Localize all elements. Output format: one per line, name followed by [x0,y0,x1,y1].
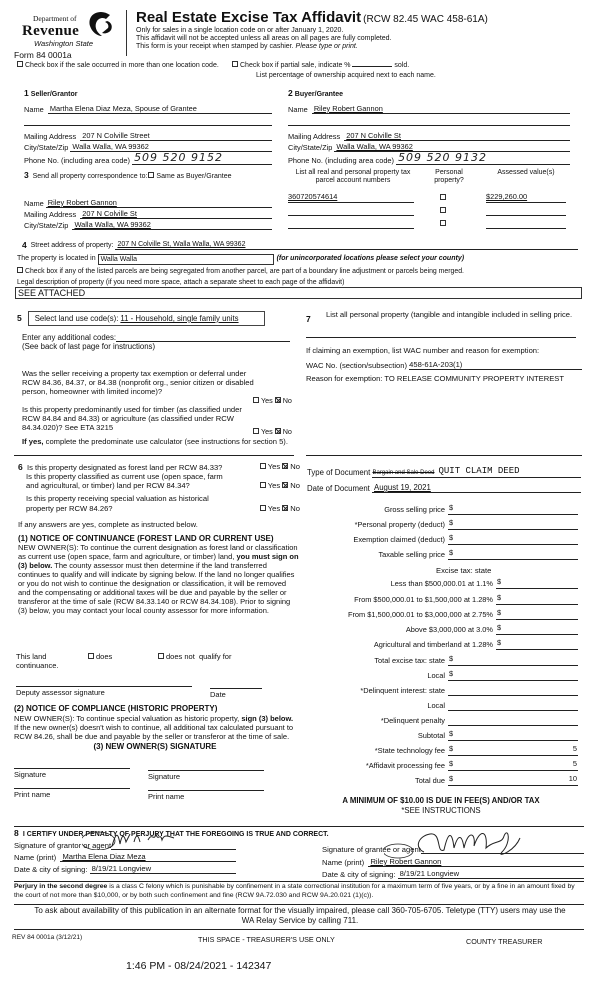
exemption-reason[interactable]: Reason for exemption: TO RELEASE COMMUNITY PROPERTY INTEREST [306,374,565,384]
document-type-field[interactable]: Bargain and Sale Deed QUIT CLAIM DEED [372,466,581,478]
rate-1-1-field[interactable]: $ [496,578,578,589]
treasurer-use-label: THIS SPACE - TREASURER'S USE ONLY [198,935,335,944]
fee-row: Above $3,000,000 at 3.0% $ [300,620,582,635]
exemption-claimed-field[interactable]: $ [448,534,578,545]
section5-divider [14,455,294,456]
delinquent-interest-state-field[interactable] [448,684,578,696]
agency-line2: Revenue [22,23,80,39]
current-use-no-checkbox[interactable] [282,482,288,488]
wac-number-field[interactable]: 458-61A-203(1) [409,360,582,370]
does-not-qualify-checkbox[interactable] [158,653,164,659]
grantee-date-field[interactable]: 8/19/21 Longview [398,869,584,879]
correspondence-city-field[interactable]: Walla Walla, WA 99362 [72,221,272,231]
property-location-row: The property is located in Walla Walla (for unincorporated locations please select your county) [17,255,465,263]
exemption-question: Was the seller receiving a property tax exemption or deferral under RCW 84.36, 84.37, or 84.38 (nonprofit org., senior citizen or disabled person, homeowner with limited income)? [22,369,254,397]
grantor-date-field[interactable]: 8/19/21 Longview [90,864,236,874]
grantee-name-field[interactable]: Riley Robert Gannon [368,857,584,867]
grantor-date-row: Date & city of signing: 8/19/21 Longview [14,864,236,874]
personal-property-checkbox[interactable] [440,194,446,200]
fee-row: *Personal property (deduct) $ [300,515,582,530]
rate-1-28-field[interactable]: $ [496,594,578,605]
total-excise-state-field[interactable]: $ [448,655,578,666]
additional-codes-row: Enter any additional codes: (See back of last page for instructions) [22,333,290,352]
forest-yes-checkbox[interactable] [260,463,266,469]
correspondence-name-field[interactable]: Riley Robert Gannon [46,199,272,209]
new-owner-signature-2[interactable]: Signature [148,770,264,781]
buyer-name-field[interactable]: Riley Robert Gannon [312,105,570,115]
assessed-value-field[interactable] [486,206,566,216]
partial-sale-note: List percentage of ownership acquired next to each name. [256,72,436,79]
notice2: (2) NOTICE OF COMPLIANCE (HISTORIC PROPERTY) NEW OWNER(S): To continue special valuation as historic property, sign (3) below. If the new owner(s) doesn't wish to continue, all additional tax calculated pursuant to RCW 84.26, shall be due and payable by the seller or transferor at the time of sale. (3) NEW OWNER(S) SIGNATURE [14,704,294,751]
correspondence-heading: 3 Send all property correspondence to: Same as Buyer/Grantee [24,170,232,180]
seller-city-field[interactable]: Walla Walla, WA 99362 [70,143,272,153]
fee-row: *Delinquent penalty [300,711,582,726]
grantor-signature-row: Signature of grantor or agent [14,838,236,850]
does-qualify-checkbox[interactable] [88,653,94,659]
personal-property-checkbox[interactable] [440,220,446,226]
deputy-date-line[interactable]: Date [210,688,262,699]
legal-description-label: Legal description of property (if you need more space, attach a separate sheet to each page of the affidavit) [17,279,345,286]
fee-row: Less than $500,000.01 at 1.1% $ [300,574,582,589]
personal-property-section: 7 List all personal property (tangible and intangible included in selling price. If claiming an exemption, list WAC number and reason for exemption: WAC No. (section/subsection) 458-61A-203(1) Reason for exemption: TO RELEASE COMMUNITY PROPERTY INTEREST [306,310,582,384]
exemption-yes-checkbox[interactable] [253,397,259,403]
historic-no-checkbox[interactable] [282,505,288,511]
accessibility-notice: To ask about availability of this publication in an alternate format for the visually impaired, please call 360-705-6705. Teletype (TTY) users may use the WA Relay Service by calling 711. [34,906,566,925]
buyer-section: 2 Buyer/Grantee Name Riley Robert Gannon Mailing Address 207 N Colville St City/State/Zip Walla Walla, WA 99362 Phone No. (including area code) 509 520 9132 [288,88,570,165]
seller-name-line2[interactable] [24,114,272,126]
continuance-row: This land does does not qualify for continuance. [16,652,232,670]
section7-divider [306,455,582,456]
buyer-name-line2[interactable] [288,114,570,126]
fee-row: Agricultural and timberland at 1.28% $ [300,635,582,650]
dor-logo [14,8,124,50]
header-divider [126,10,127,56]
fee-row: Gross selling price $ [300,500,582,515]
land-use-code-select[interactable]: 11 - Household, single family units [120,313,239,323]
multi-location-option[interactable]: Check box if the sale occurred in more than one location code. [17,62,219,70]
receipt-stamp: 1:46 PM - 08/24/2021 - 142347 [126,960,272,972]
rate-3-0-field[interactable]: $ [496,624,578,635]
document-type-row: Type of Document Bargain and Sale Deed QUIT CLAIM DEED [307,466,581,478]
parcels-col-personal: Personal property? [434,169,464,185]
land-use-box: 5 Select land use code(s): 11 - Household, single family units [17,311,265,326]
document-date-field[interactable]: August 19, 2021 [372,483,581,493]
timber-yes-no: Yes No [253,428,292,437]
personal-property-field[interactable] [306,324,576,338]
document-date-row: Date of Document August 19, 2021 [307,483,581,493]
segregated-checkbox[interactable] [17,267,23,273]
fee-row: Taxable selling price $ [300,545,582,560]
grantor-name-field[interactable]: Martha Elena Diaz Meza [60,852,236,862]
agency-line1: Department of [33,14,77,23]
segregated-option[interactable]: Check box if any of the listed parcels are being segregated from another parcel, are part of a boundary line adjustment or parcels being merged. [17,268,464,276]
header-notes [136,27,392,51]
grantee-signature-scribble-icon [384,822,584,860]
total-excise-local-field[interactable]: $ [448,670,578,681]
delinquent-interest-local-field[interactable] [448,699,578,711]
grantor-name-row: Name (print) Martha Elena Diaz Meza [14,852,236,862]
taxable-selling-price-field[interactable]: $ [448,549,578,560]
seller-section: 1 Seller/Grantor Name Martha Elena Diaz Meza, Spouse of Grantee Mailing Address 207 N Colville Street City/State/Zip Walla Walla, WA 99362 Phone No. (including area code) 509 520 9152 [24,88,272,165]
minimum-due-note: A MINIMUM OF $10.00 IS DUE IN FEE(S) AND/OR TAX [342,796,540,805]
parcel-row [288,203,570,216]
fee-row: Local $ [300,666,582,681]
personal-property-checkbox[interactable] [440,207,446,213]
new-owner-signature-1[interactable]: Signature [14,768,130,779]
buyer-city-field[interactable]: Walla Walla, WA 99362 [334,143,570,153]
personal-property-deduct-field[interactable]: $ [448,519,578,530]
certify-statement: 8 I CERTIFY UNDER PENALTY OF PERJURY THAT THE FOREGOING IS TRUE AND CORRECT. [14,828,329,838]
state-technology-fee-field[interactable]: $ 5 [448,745,578,756]
subtotal-field[interactable]: $ [448,730,578,741]
fee-row: From $500,000.01 to $1,500,000 at 1.28% $ [300,590,582,605]
grantee-date-row: Date & city of signing: 8/19/21 Longview [322,869,584,879]
exemption-no-checkbox[interactable] [275,397,281,403]
total-due-field[interactable]: $ 10 [448,775,578,786]
header-note: Only for sales in a single location code on or after January 1, 2020. [136,27,344,34]
correspondence-mailing-field[interactable]: 207 N Colville St [80,210,272,220]
parcels-col-parcel: List all real and personal property tax parcel account numbers [295,169,411,185]
affidavit-processing-fee-field[interactable]: $ 5 [448,760,578,771]
parcel-row [288,216,570,229]
forest-section: 6 Is this property designated as forest land per RCW 84.33? Yes No Is this property classified as current use (open space, farm and agricultural, or timber) land per RCW 84.34? Yes No Is this property receiving special valuation as historical property per RCW 84.26? Yes No If any answers are yes, complete as instructed below. (1) NOTICE OF CONTINUANCE (FOREST LAND OR CURRENT USE) NEW OWNER(S): To continue the current designation as forest land or classification as current use (open space, farm and agriculture, or timber) land, you must sign on (3) below. The county assessor must then determine if the land transferred continues to qualify and will indicate by signing below. If the land no longer qualifies or you do not wish to continue the designation or classification, it will be removed and the compensating or additional taxes will be due and payable by the seller or transferor at the time of sale (RCW 84.33.140 or RCW 84.34.108). Prior to signing (3) below, you may contact your local county assessor for more information. [18,462,300,616]
assessed-value-field[interactable] [486,219,566,229]
rev-number: REV 84 0001a (3/12/21) [12,934,83,941]
header-note: This affidavit will not be accepted unless all areas on all pages are fully completed. [136,35,392,43]
fee-row: Total excise tax: state $ [300,651,582,666]
buyer-heading: 2 Buyer/Grantee [288,88,344,98]
grantor-signature-scribble-icon [82,828,192,850]
accessibility-top-divider [14,904,584,905]
parcels-col-assessed: Assessed value(s) [497,169,555,176]
fee-row: *Affidavit processing fee $ 5 [365,759,577,771]
form-title: Real Estate Excise Tax Affidavit [136,9,362,26]
county-treasurer-label: COUNTY TREASURER [466,937,543,946]
new-owner-print-2[interactable]: Print name [148,790,264,801]
exemption-yes-no: Yes No [253,397,292,406]
fee-row: Total due $ 10 [415,774,577,786]
form-title-ref: (RCW 82.45 WAC 458-61A) [363,14,488,25]
parcel-row [288,189,570,203]
property-street-row: 4 Street address of property: 207 N Colville St, Walla Walla, WA 99362 [22,240,578,250]
rate-2-75-field[interactable]: $ [496,609,578,620]
grantee-name-row: Name (print) Riley Robert Gannon [322,857,584,867]
fee-row: Local [300,696,582,711]
dor-emblem-icon [86,10,116,38]
header-note: This form is your receipt when stamped by cashier. Please type or print. [136,43,358,51]
form-title-block [136,9,488,27]
treasurer-top-divider [14,929,584,930]
property-street-field[interactable]: 207 N Colville St, Walla Walla, WA 99362 [115,241,578,250]
correspondence-section: 3 Send all property correspondence to: Same as Buyer/Grantee Name Riley Robert Gannon Mailing Address 207 N Colville St City/State/Zip Walla Walla, WA 99362 [24,170,272,230]
seller-mailing-field[interactable]: 207 N Colville Street [80,132,272,142]
fee-row: From $1,500,000.01 to $3,000,000 at 2.75% $ [300,605,582,620]
gross-selling-price-field[interactable]: $ [448,504,578,515]
parcel-number-field[interactable] [288,219,414,229]
same-as-buyer-checkbox[interactable] [148,172,154,178]
deputy-signature-line[interactable]: Deputy assessor signature [16,686,192,697]
timber-question: Is this property predominantly used for timber (as classified under RCW 84.84 and 84.33) or agriculture (as classified under RCW 84.34.020)? See ETA 3215 [22,405,242,433]
historic-yes-checkbox[interactable] [260,505,266,511]
see-instructions-note: *SEE INSTRUCTIONS [401,806,481,815]
fee-row: Exemption claimed (deduct) $ [300,530,582,545]
form-number: Form 84 0001a [14,50,72,60]
agricultural-rate-field[interactable]: $ [496,639,578,650]
partial-sale-checkbox[interactable] [232,61,238,67]
partial-sale-percent-field[interactable] [352,66,392,67]
agency-line3: Washington State [34,39,94,48]
assessed-value-field[interactable]: $229,260.00 [486,193,566,203]
perjury-notice: Perjury in the second degree is a class C felony which is punishable by confinement in a state correctional institution for a maximum term of five years, or by a fine in an amount fixed by the court of not more than $10,000, or by both such confinement and fine (RCW 9A.72.030 and RCW 9A.20.021 (1)(c)). [14,883,575,899]
legal-description-field[interactable]: SEE ATTACHED [15,287,582,299]
perjury-top-divider [14,881,584,882]
fee-row: *Delinquent interest: state [300,681,582,696]
new-owner-print-1[interactable]: Print name [14,788,130,799]
additional-codes-field[interactable] [116,334,290,342]
multi-location-checkbox[interactable] [17,61,23,67]
parcel-number-field[interactable] [288,206,414,216]
fee-row: Subtotal $ [300,726,582,741]
timber-if-yes: If yes, complete the predominate use calculator (see instructions for section 5). [22,437,288,446]
excise-tax-header: Excise tax: state [436,566,492,575]
timber-no-checkbox[interactable] [275,428,281,434]
grantee-signature-row: Signature of grantee or agent [322,842,584,854]
partial-sale-option[interactable]: Check box if partial sale, indicate % sold. [232,62,409,70]
parcels-table [288,169,570,229]
timber-yes-checkbox[interactable] [253,428,259,434]
delinquent-penalty-field[interactable] [448,714,578,726]
seller-phone-field[interactable]: 509 520 9152 [132,151,272,165]
fee-row: *State technology fee $ 5 [374,744,577,756]
buyer-mailing-field[interactable]: 207 N Colville St [344,132,570,142]
parcel-number-field[interactable]: 360720574614 [288,193,414,203]
current-use-yes-checkbox[interactable] [260,482,266,488]
buyer-phone-field[interactable]: 509 520 9132 [396,151,570,165]
forest-no-checkbox[interactable] [282,463,288,469]
seller-heading: 1 Seller/Grantor [24,88,78,98]
property-location-select[interactable]: Walla Walla [98,254,274,265]
seller-name-field[interactable]: Martha Elena Diaz Meza, Spouse of Grantee [48,105,272,115]
